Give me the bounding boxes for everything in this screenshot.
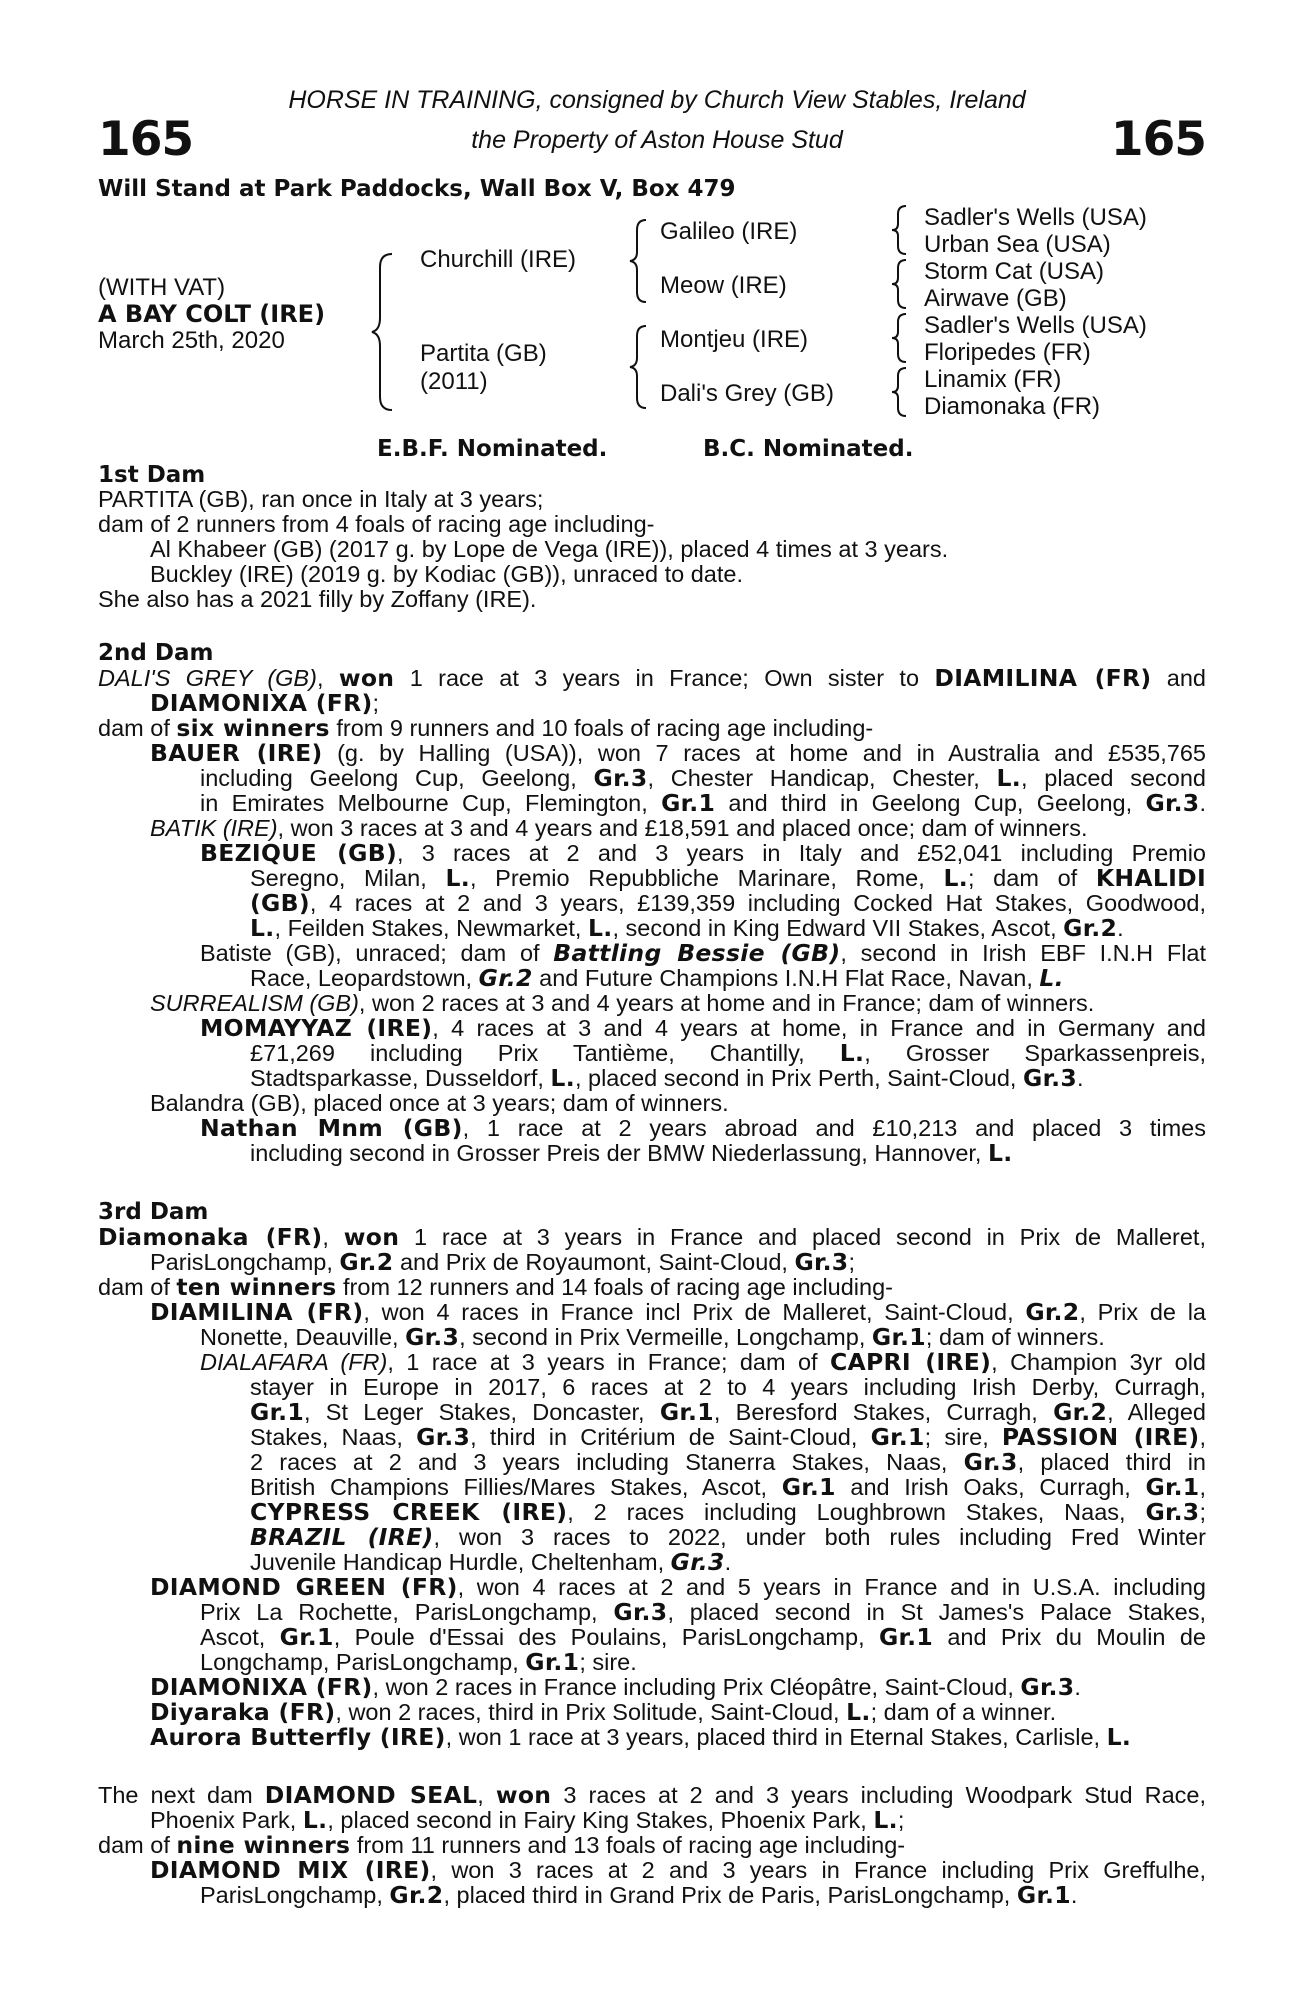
grandsire-2: Montjeu (IRE) bbox=[660, 326, 809, 353]
section-1st-dam: 1st Dam bbox=[98, 462, 206, 488]
brace-6 bbox=[890, 312, 910, 364]
granddam-1: Meow (IRE) bbox=[660, 272, 787, 299]
stand-location: Will Stand at Park Paddocks, Wall Box V, Box 479 bbox=[98, 176, 736, 202]
dam-year: (2011) bbox=[420, 368, 488, 395]
brace-1 bbox=[370, 252, 400, 412]
brace-7 bbox=[890, 366, 910, 418]
foaling-date: March 25th, 2020 bbox=[98, 327, 285, 354]
ebf-nominated: E.B.F. Nominated. bbox=[377, 436, 608, 462]
ggs-7: Linamix (FR) bbox=[924, 366, 1062, 393]
brace-2 bbox=[628, 218, 652, 304]
section-2nd-dam: 2nd Dam bbox=[98, 640, 214, 666]
ggs-6: Floripedes (FR) bbox=[924, 339, 1091, 366]
grandsire-1: Galileo (IRE) bbox=[660, 218, 798, 245]
ggs-3: Storm Cat (USA) bbox=[924, 258, 1105, 285]
bc-nominated: B.C. Nominated. bbox=[703, 436, 914, 462]
header-property: the Property of Aston House Stud bbox=[471, 126, 843, 154]
horse-name: A BAY COLT (IRE) bbox=[98, 300, 326, 328]
brace-3 bbox=[628, 324, 652, 410]
header-consignor: HORSE IN TRAINING, consigned by Church View Stables, Ireland bbox=[288, 86, 1026, 114]
sire: Churchill (IRE) bbox=[420, 246, 577, 273]
lot-number-right: 165 bbox=[1110, 112, 1206, 167]
brace-4 bbox=[890, 204, 910, 256]
ggs-2: Urban Sea (USA) bbox=[924, 231, 1111, 258]
ggs-4: Airwave (GB) bbox=[924, 285, 1067, 312]
brace-5 bbox=[890, 258, 910, 310]
ggs-5: Sadler's Wells (USA) bbox=[924, 312, 1147, 339]
lot-number-left: 165 bbox=[98, 112, 194, 167]
granddam-2: Dali's Grey (GB) bbox=[660, 380, 834, 407]
ggs-1: Sadler's Wells (USA) bbox=[924, 204, 1147, 231]
dam: Partita (GB) bbox=[420, 340, 547, 367]
vat-note: (WITH VAT) bbox=[98, 274, 226, 301]
section-3rd-dam: 3rd Dam bbox=[98, 1199, 209, 1225]
ggs-8: Diamonaka (FR) bbox=[924, 393, 1101, 420]
